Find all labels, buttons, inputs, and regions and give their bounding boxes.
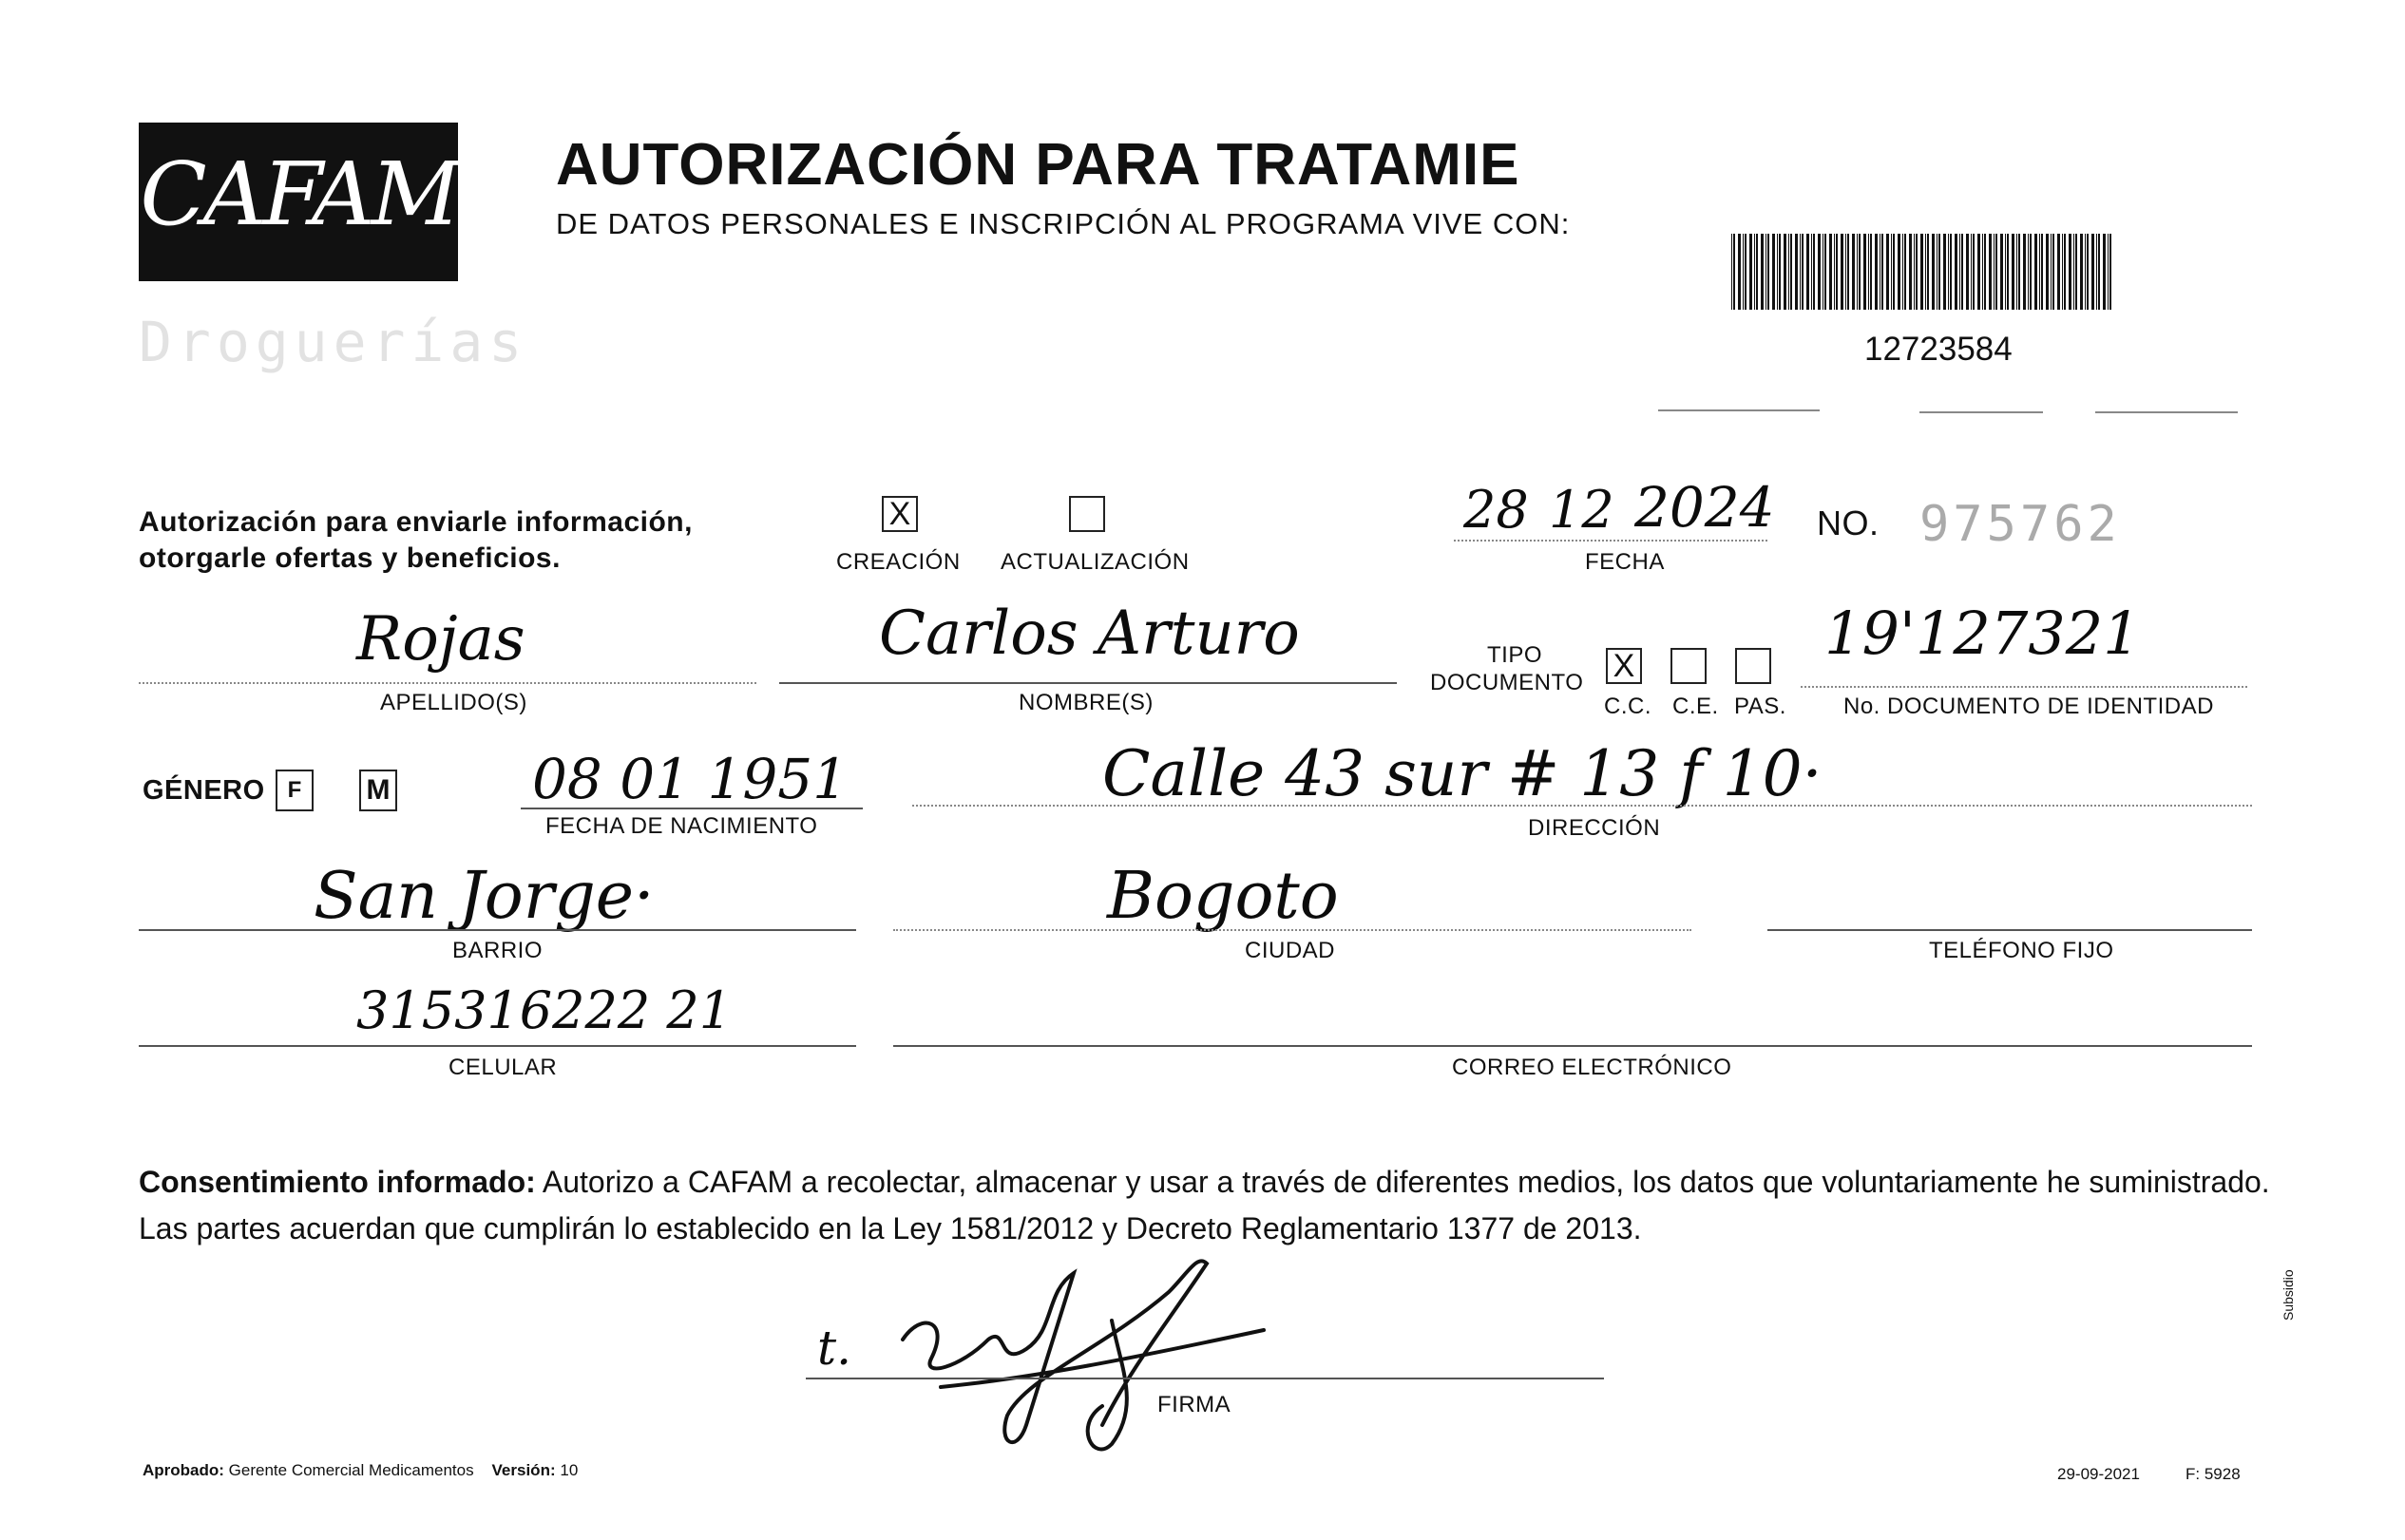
firma-mark: t. [817, 1321, 851, 1376]
barcode-bar [1989, 234, 1992, 310]
barcode-bar [2000, 234, 2003, 310]
barcode-bar [1784, 234, 1786, 310]
barcode-bar [1824, 234, 1826, 310]
barcode-bar [1836, 234, 1838, 310]
celular-value: 315316222 21 [356, 980, 733, 1040]
barrio-value: San Jorge· [314, 859, 655, 934]
barcode-bar [2075, 234, 2077, 310]
barcode-bar [1733, 234, 1735, 310]
numero-label: NO. [1817, 504, 1880, 542]
celular-line [139, 1045, 856, 1047]
direccion-line [912, 805, 2252, 807]
barcode-bar [1749, 234, 1752, 310]
barcode-bar [1800, 234, 1801, 310]
barcode-bar [1920, 234, 1923, 310]
pas-label: PAS. [1734, 694, 1786, 719]
barcode-bar [2057, 234, 2060, 310]
ciudad-value: Bogoto [1107, 859, 1339, 934]
barcode-bar [1829, 234, 1832, 310]
barcode-bar [1973, 234, 1975, 310]
side-text: Subsidio [2281, 1269, 2296, 1321]
apellidos-label: APELLIDO(S) [380, 690, 527, 715]
barcode-bar [1909, 234, 1912, 310]
barcode-bar [1841, 234, 1843, 310]
barcode-bar [1795, 234, 1798, 310]
consent-bold: Consentimiento informado: [139, 1165, 536, 1199]
tipo-doc-label-2: DOCUMENTO [1430, 670, 1584, 695]
barcode-bar [1756, 234, 1758, 310]
barcode-bar [1927, 234, 1929, 310]
barcode-bar [2052, 234, 2054, 310]
barcode-bar [2030, 234, 2032, 310]
firma-label: FIRMA [1157, 1392, 1231, 1417]
barcode-bar [2062, 234, 2063, 310]
aprobado-value: Gerente Comercial Medicamentos [228, 1461, 474, 1479]
consent-line-1 [139, 1165, 2270, 1200]
genero-f-box[interactable]: F [276, 770, 314, 811]
nacimiento-value: 08 01 1951 [532, 747, 849, 811]
barcode-bar [1902, 234, 1903, 310]
barcode-bar [1893, 234, 1895, 310]
barcode-bar [2051, 234, 2052, 310]
correo-line [893, 1045, 2252, 1047]
barcode-bar [2109, 234, 2111, 310]
form-subtitle: DE DATOS PERSONALES E INSCRIPCIÓN AL PROGRAMA VIVE CON: [556, 207, 1571, 240]
barcode-bar [1859, 234, 1861, 310]
barcode-bar [2018, 234, 2020, 310]
nombres-value: Carlos Arturo [879, 599, 1300, 669]
barcode-bar [1950, 234, 1952, 310]
telefono-line [1767, 929, 2252, 931]
barcode-bar [1738, 234, 1741, 310]
cc-checkbox[interactable]: X [1606, 648, 1642, 684]
actualizacion-checkbox[interactable] [1069, 496, 1105, 532]
barcode-bar [1788, 234, 1789, 310]
barcode-bar [1863, 234, 1866, 310]
barcode-bar [2073, 234, 2074, 310]
barcode-bar [1959, 234, 1960, 310]
genero-label: GÉNERO [143, 775, 265, 806]
footer-approval [143, 1461, 578, 1480]
barcode-bar [1925, 234, 1926, 310]
intro-line-1: Autorización para enviarle información, [139, 506, 693, 538]
barcode-bar [2016, 234, 2017, 310]
barcode-number: 12723584 [1864, 331, 2013, 368]
creacion-checkbox[interactable]: X [882, 496, 918, 532]
cafam-logo [139, 123, 458, 281]
footer-code: F: 5928 [2185, 1465, 2241, 1483]
barcode-bar [2041, 234, 2043, 310]
barcode-bar [1881, 234, 1883, 310]
barcode-bar [2108, 234, 2109, 310]
barcode-bar [2098, 234, 2100, 310]
divider [1658, 409, 1820, 411]
barrio-line [139, 929, 856, 931]
barcode [1731, 234, 2111, 310]
barcode-bar [1772, 234, 1775, 310]
ciudad-line [893, 929, 1691, 931]
telefono-label: TELÉFONO FIJO [1929, 938, 2114, 963]
barcode-bar [2028, 234, 2029, 310]
barcode-bar [2096, 234, 2097, 310]
ce-checkbox[interactable] [1670, 648, 1707, 684]
fecha-label: FECHA [1585, 549, 1665, 575]
documento-line [1801, 686, 2247, 688]
barcode-bar [2012, 234, 2014, 310]
barcode-bar [1938, 234, 1940, 310]
nacimiento-line [521, 808, 863, 809]
barcode-bar [1802, 234, 1804, 310]
divider [1919, 411, 2043, 413]
barcode-bar [2046, 234, 2049, 310]
barcode-bar [1948, 234, 1949, 310]
barcode-bar [1966, 234, 1969, 310]
fecha-line [1454, 540, 1767, 542]
barcode-bar [1875, 234, 1878, 310]
barcode-bar [1868, 234, 1869, 310]
barcode-bar [2069, 234, 2071, 310]
aprobado-label: Aprobado: [143, 1461, 224, 1479]
barcode-bar [1995, 234, 1997, 310]
footer-date: 29-09-2021 [2057, 1465, 2140, 1483]
firma-line [806, 1378, 1604, 1379]
fecha-month: 12 [1549, 480, 1614, 540]
ce-label: C.E. [1672, 694, 1719, 719]
consent-text-1: Autorizo a CAFAM a recolectar, almacenar y usar a través de diferentes medios, los datos que voluntariamente he suministrado. [535, 1165, 2270, 1199]
barcode-bar [1790, 234, 1792, 310]
barcode-bar [1852, 234, 1855, 310]
barcode-bar [2039, 234, 2040, 310]
documento-label: No. DOCUMENTO DE IDENTIDAD [1843, 694, 2214, 719]
barcode-bar [1754, 234, 1755, 310]
actualizacion-label: ACTUALIZACIÓN [1001, 549, 1190, 575]
barcode-bar [1984, 234, 1986, 310]
pas-checkbox[interactable] [1735, 648, 1771, 684]
ciudad-label: CIUDAD [1245, 938, 1336, 963]
barcode-bar [1955, 234, 1957, 310]
barcode-bar [1761, 234, 1764, 310]
celular-label: CELULAR [449, 1055, 558, 1080]
cc-label: C.C. [1604, 694, 1651, 719]
barcode-bar [1971, 234, 1972, 310]
version-value: 10 [560, 1461, 579, 1479]
barcode-bar [1806, 234, 1809, 310]
barcode-bar [1916, 234, 1918, 310]
apellidos-value: Rojas [356, 604, 525, 675]
barcode-bar [1743, 234, 1744, 310]
genero-m-box[interactable]: M [359, 770, 397, 811]
barcode-bar [2103, 234, 2106, 310]
barcode-bar [1813, 234, 1815, 310]
barcode-bar [1834, 234, 1835, 310]
barcode-bar [1731, 234, 1732, 310]
documento-value: 19'127321 [1824, 599, 2141, 668]
barcode-bar [1745, 234, 1746, 310]
divider [2095, 411, 2238, 413]
barcode-bar [2087, 234, 2089, 310]
correo-label: CORREO ELECTRÓNICO [1452, 1055, 1732, 1080]
barcode-bar [1891, 234, 1892, 310]
barcode-bar [1779, 234, 1781, 310]
logo-subtitle: Droguerías [139, 310, 528, 374]
barcode-bar [2091, 234, 2094, 310]
barcode-bar [1857, 234, 1858, 310]
consent-line-2: Las partes acuerdan que cumplirán lo establecido en la Ley 1581/2012 y Decreto Reglamentario 1377 de 2013. [139, 1211, 1642, 1245]
barcode-bar [1994, 234, 1995, 310]
barcode-bar [1904, 234, 1906, 310]
form-title: AUTORIZACIÓN PARA TRATAMIE [556, 132, 1520, 198]
direccion-label: DIRECCIÓN [1528, 815, 1661, 841]
barcode-bar [2085, 234, 2086, 310]
barcode-bar [1811, 234, 1812, 310]
barcode-bar [1977, 234, 1980, 310]
barcode-bar [1777, 234, 1778, 310]
fecha-year: 2024 [1634, 475, 1775, 540]
logo-text: CAFAM [140, 143, 457, 245]
barrio-label: BARRIO [452, 938, 544, 963]
fecha-day: 28 [1463, 480, 1529, 540]
version-label: Versión: [491, 1461, 556, 1479]
barcode-bar [1847, 234, 1849, 310]
tipo-doc-label-1: TIPO [1487, 642, 1543, 668]
barcode-bar [1943, 234, 1946, 310]
nacimiento-label: FECHA DE NACIMIENTO [545, 813, 818, 839]
barcode-bar [1961, 234, 1963, 310]
barcode-bar [2005, 234, 2006, 310]
barcode-bar [2064, 234, 2066, 310]
barcode-bar [1870, 234, 1872, 310]
nombres-line [779, 682, 1397, 684]
apellidos-line [139, 682, 756, 684]
numero-value: 975762 [1919, 496, 2121, 553]
barcode-bar [1886, 234, 1889, 310]
barcode-bar [1767, 234, 1769, 310]
barcode-bar [2023, 234, 2026, 310]
barcode-bar [2034, 234, 2037, 310]
creacion-label: CREACIÓN [836, 549, 961, 575]
intro-line-2: otorgarle ofertas y beneficios. [139, 542, 561, 574]
barcode-bar [1818, 234, 1821, 310]
barcode-bar [1898, 234, 1900, 310]
barcode-bar [1914, 234, 1915, 310]
signature [884, 1235, 1292, 1463]
barcode-bar [1845, 234, 1846, 310]
barcode-bar [1932, 234, 1935, 310]
nombres-label: NOMBRE(S) [1019, 690, 1154, 715]
direccion-value: Calle 43 sur # 13 f 10· [1102, 737, 1823, 810]
barcode-bar [2007, 234, 2009, 310]
barcode-bar [2080, 234, 2083, 310]
barcode-bar [1982, 234, 1983, 310]
